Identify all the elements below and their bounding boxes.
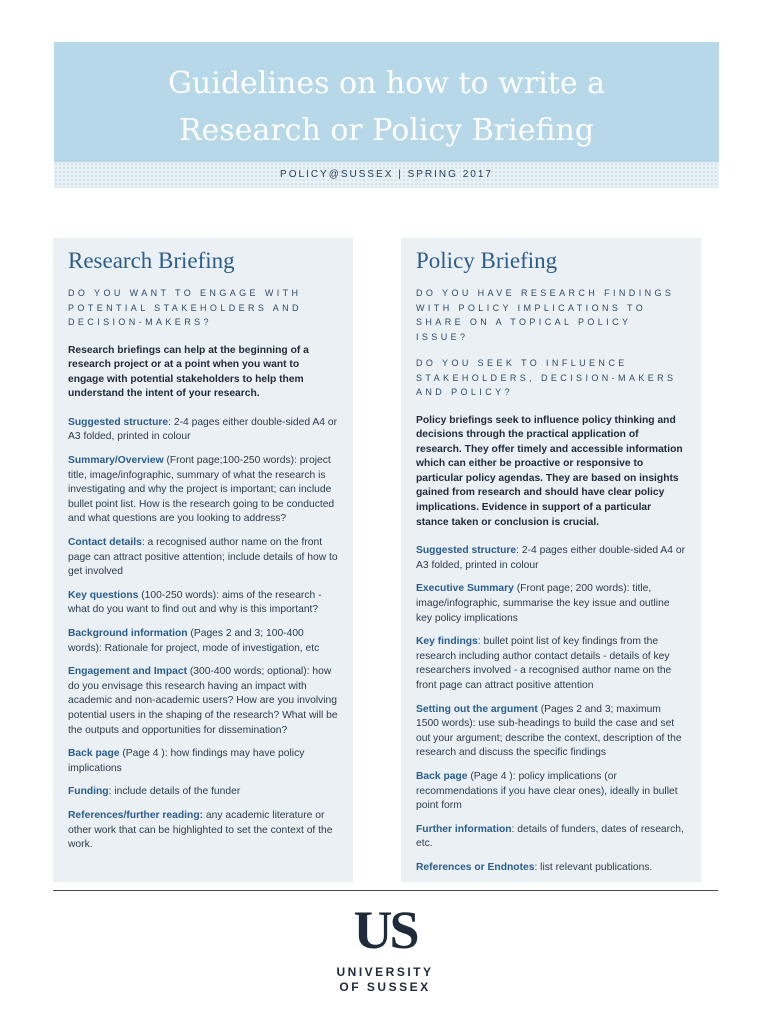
policy-item-text: : list relevant publications. bbox=[534, 861, 653, 873]
policy-item bbox=[416, 582, 686, 626]
policy-item bbox=[416, 823, 686, 852]
research-item-label: Back page bbox=[68, 748, 120, 760]
research-item-text: : a recognised author name on the front page can attract positive attention; include details of how to get involved bbox=[68, 537, 338, 578]
policy-item bbox=[416, 703, 686, 761]
policy-question-1: DO YOU HAVE RESEARCH FINDINGS WITH POLICY IMPLICATIONS TO SHARE ON A TOPICAL POLICY ISSUE? bbox=[416, 288, 675, 342]
research-item bbox=[68, 589, 338, 618]
policy-intro: Policy briefings seek to influence policy thinking and decisions through the practical application of research. They offer timely and accessible information which can either be proactive or responsive to particular policy agendas. They are based on insights gained from research and should have clear policy implications. Evidence in support of a particular stance taken or conclusion is crucial. bbox=[416, 414, 683, 528]
research-item-text: (Page 4 ): how findings may have policy implications bbox=[68, 748, 305, 774]
research-item-text: : 2-4 pages either double-sided A4 or A3 folded, printed in colour bbox=[68, 416, 338, 443]
logo-mark: US bbox=[353, 900, 417, 960]
page-title bbox=[54, 60, 719, 154]
research-items bbox=[68, 416, 338, 853]
policy-item bbox=[416, 544, 686, 573]
research-item bbox=[68, 785, 338, 800]
research-item-text: (300-400 words; optional): how do you envisage this research having an impact with academic and non-academic users? How are you involving potential users in the shaping of the research? What will be the outputs and opportunities for dissemination? bbox=[68, 666, 338, 736]
policy-item-text: (Pages 2 and 3; maximum 1500 words): use sub-headings to build the case and set out your argument; describe the context, description of the research and discuss the specific findings bbox=[416, 703, 682, 759]
research-item-label: Engagement and Impact bbox=[68, 666, 188, 678]
logo-text bbox=[330, 965, 440, 995]
research-briefing-column bbox=[53, 238, 353, 882]
header-banner bbox=[54, 42, 719, 188]
policy-item-label: Suggested structure bbox=[416, 545, 517, 557]
policy-item-text: (Front page; 200 words): title, image/infographic, summarise the key issue and outline key policy implications bbox=[416, 583, 670, 624]
research-item bbox=[68, 536, 338, 580]
policy-item-label: Back page bbox=[416, 770, 468, 782]
title-line-2: Research or Policy Briefing bbox=[178, 113, 595, 148]
research-intro: Research briefings can help at the beginning of a research project or at a point when you want to engage with potential stakeholders to help them understand the intent of your research. bbox=[68, 344, 309, 400]
research-item bbox=[68, 454, 338, 527]
research-item-text: (100-250 words): aims of the research - what do you want to find out and why is this important? bbox=[68, 589, 322, 616]
policy-item-label: Executive Summary bbox=[416, 583, 514, 595]
policy-item-label: Key findings bbox=[416, 636, 478, 648]
policy-item bbox=[416, 861, 686, 876]
policy-item-label: Setting out the argument bbox=[416, 703, 538, 715]
logo-line-1: UNIVERSITY bbox=[336, 965, 434, 979]
research-item bbox=[68, 627, 338, 656]
subtitle-bar bbox=[54, 162, 719, 188]
research-item-text: (Pages 2 and 3; 100-400 words): Rationale for project, mode of investigation, etc bbox=[68, 628, 320, 654]
research-item bbox=[68, 809, 338, 853]
policy-item bbox=[416, 770, 686, 814]
policy-item-text: (Page 4 ): policy implications (or recommendations if you have clear ones), ideally in bullet point form bbox=[416, 770, 678, 812]
research-item bbox=[68, 416, 338, 445]
research-heading: Research Briefing bbox=[68, 248, 235, 273]
policy-question-2: DO YOU SEEK TO INFLUENCE STAKEHOLDERS, DECISION-MAKERS AND POLICY? bbox=[416, 358, 677, 397]
research-item-text: (Front page;100-250 words): project title, image/infographic, summary of what the research is investigating and why the project is important; can include bullet point list. How is the research going to be conducted and what questions are you looking to address? bbox=[68, 455, 335, 525]
policy-items bbox=[416, 544, 686, 875]
research-item-label: Contact details bbox=[68, 537, 142, 549]
research-item-text: any academic literature or other work that can be highlighted to set the context of the work. bbox=[68, 809, 333, 851]
subtitle: POLICY@SUSSEX | SPRING 2017 bbox=[280, 169, 493, 180]
policy-heading: Policy Briefing bbox=[416, 248, 558, 273]
research-item-label: Background information bbox=[68, 628, 188, 639]
research-question: DO YOU WANT TO ENGAGE WITH POTENTIAL STAKEHOLDERS AND DECISION-MAKERS? bbox=[68, 288, 302, 327]
policy-item-label: References or Endnotes bbox=[416, 861, 535, 873]
logo-line-2: OF SUSSEX bbox=[339, 980, 431, 994]
research-item-label: Key questions bbox=[68, 589, 139, 601]
research-item bbox=[68, 747, 338, 776]
research-item-text: : include details of the funder bbox=[108, 786, 241, 798]
research-item-label: Funding bbox=[68, 786, 109, 798]
research-item-label: Summary/Overview bbox=[68, 455, 164, 467]
policy-item-text: : bullet point list of key findings from the research including author contact details - details of key researchers involved - a recognised author name on the front page can attract positive attention bbox=[416, 636, 672, 691]
research-item bbox=[68, 665, 338, 738]
policy-item-text: : 2-4 pages either double-sided A4 or A3 folded, printed in colour bbox=[416, 545, 686, 571]
research-item-label: References/further reading: bbox=[68, 809, 204, 821]
research-item-label: Suggested structure bbox=[68, 416, 169, 428]
university-logo bbox=[330, 900, 440, 1005]
policy-item-label: Further information bbox=[416, 823, 512, 835]
title-line-1: Guidelines on how to write a bbox=[167, 66, 606, 101]
policy-briefing-column bbox=[401, 238, 701, 882]
policy-item bbox=[416, 635, 686, 693]
footer-divider bbox=[53, 890, 718, 891]
policy-item-text: : details of funders, dates of research, etc. bbox=[416, 823, 684, 850]
